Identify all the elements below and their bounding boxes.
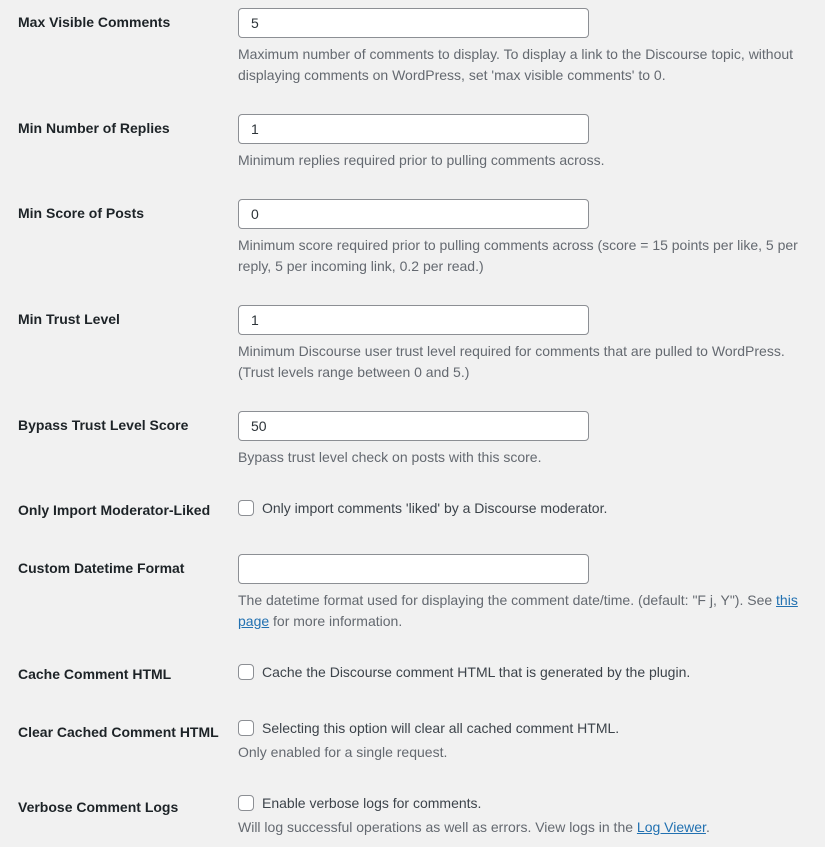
setting-label: Min Number of Replies <box>18 120 170 136</box>
setting-description: Minimum score required prior to pulling comments across (score = 15 points per like, 5 per reply, 5 per incoming link, 0.2 per read.) <box>238 237 798 274</box>
log-viewer-link[interactable]: Log Viewer <box>636 819 706 835</box>
setting-label: Max Visible Comments <box>18 14 171 30</box>
setting-field <box>238 305 813 383</box>
min-number-of-replies-input[interactable] <box>238 114 589 144</box>
setting-label: Cache Comment HTML <box>18 666 172 682</box>
clear-cached-comment-html-checkbox[interactable] <box>238 720 254 736</box>
setting-label: Only Import Moderator-Liked <box>18 502 211 518</box>
description-text: Will log successful operations as well as errors. View logs in the <box>238 819 637 835</box>
cache-comment-html-checkbox[interactable] <box>238 664 254 680</box>
setting-label: Verbose Comment Logs <box>18 799 179 815</box>
description-text: . <box>705 819 710 835</box>
verbose-comment-logs-checkbox[interactable] <box>238 795 254 811</box>
checkbox-label: Enable verbose logs for comments. <box>262 795 482 811</box>
max-visible-comments-input[interactable] <box>238 8 589 38</box>
setting-label: Custom Datetime Format <box>18 560 185 576</box>
this-page-link[interactable]: this page <box>238 592 798 629</box>
setting-description <box>238 817 813 838</box>
setting-field <box>238 554 813 632</box>
min-trust-level-input[interactable] <box>238 305 589 335</box>
setting-field <box>238 199 813 277</box>
only-import-moderator-liked-option[interactable] <box>238 498 813 518</box>
verbose-comment-logs-option[interactable] <box>238 793 813 813</box>
checkbox-label: Only import comments 'liked' by a Discourse moderator. <box>262 500 608 516</box>
checkbox-label: Cache the Discourse comment HTML that is generated by the plugin. <box>262 664 691 680</box>
setting-description: Only enabled for a single request. <box>238 744 448 760</box>
setting-field <box>238 411 813 468</box>
setting-description <box>238 590 813 632</box>
setting-label: Min Trust Level <box>18 311 120 327</box>
setting-description: Maximum number of comments to display. To display a link to the Discourse topic, without displaying comments on WordPress, set 'max visible comments' to 0. <box>238 46 794 83</box>
setting-field <box>238 793 813 838</box>
setting-field <box>238 662 813 682</box>
setting-field <box>238 718 813 763</box>
setting-description: Minimum Discourse user trust level required for comments that are pulled to WordPress. (Trust levels range between 0 and 5.) <box>238 343 785 380</box>
setting-description: Bypass trust level check on posts with this score. <box>238 449 542 465</box>
setting-label: Bypass Trust Level Score <box>18 417 189 433</box>
setting-field <box>238 8 813 86</box>
description-text: The datetime format used for displaying the comment date/time. (default: "F j, Y"). See <box>238 592 777 608</box>
setting-description: Minimum replies required prior to pulling comments across. <box>238 152 605 168</box>
cache-comment-html-option[interactable] <box>238 662 813 682</box>
checkbox-label: Selecting this option will clear all cached comment HTML. <box>262 720 620 736</box>
custom-datetime-format-input[interactable] <box>238 554 589 584</box>
setting-label: Min Score of Posts <box>18 205 145 221</box>
only-import-moderator-liked-checkbox[interactable] <box>238 500 254 516</box>
min-score-of-posts-input[interactable] <box>238 199 589 229</box>
setting-field <box>238 498 813 518</box>
clear-cached-comment-html-option[interactable] <box>238 718 813 738</box>
setting-label: Clear Cached Comment HTML <box>18 724 219 740</box>
description-text: for more information. <box>269 613 403 629</box>
setting-field <box>238 114 813 171</box>
bypass-trust-level-score-input[interactable] <box>238 411 589 441</box>
